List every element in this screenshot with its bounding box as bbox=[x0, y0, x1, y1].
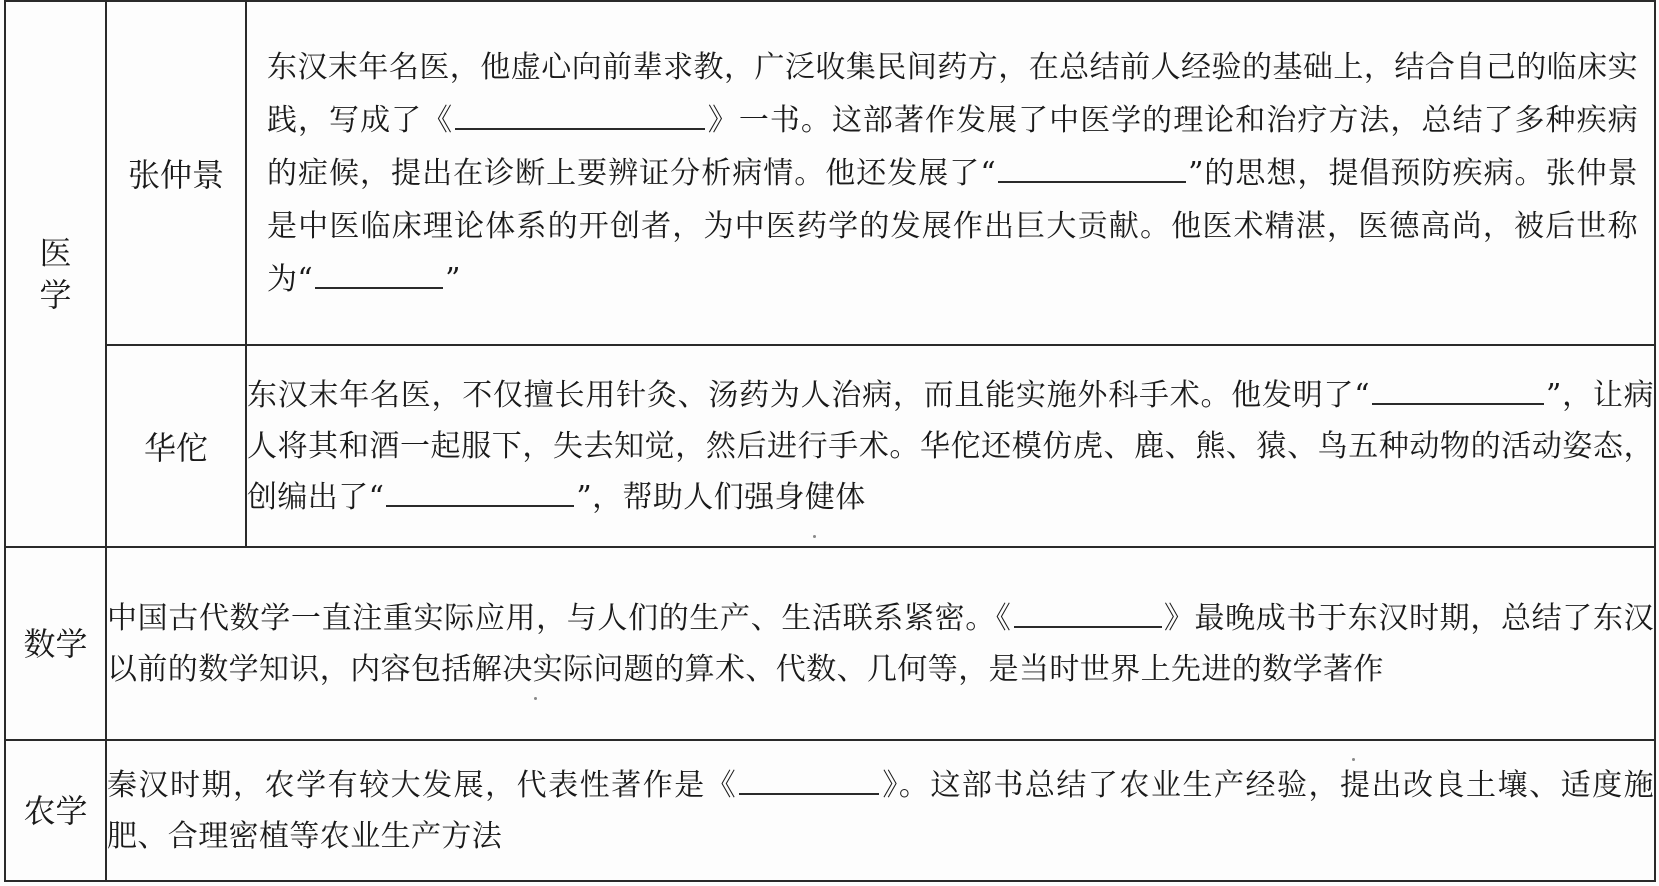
table-row bbox=[5, 345, 1655, 547]
description-cell-agriculture bbox=[106, 740, 1655, 881]
desc-text: 秦汉时期，农学有较大发展，代表性著作是《 bbox=[107, 767, 738, 803]
scan-speck bbox=[813, 535, 816, 538]
scan-speck bbox=[534, 697, 537, 700]
answer-blank[interactable] bbox=[1372, 373, 1544, 405]
desc-text: ” bbox=[445, 261, 461, 297]
description-cell-math bbox=[106, 547, 1655, 740]
desc-text: 》最晚成书于东汉时期，总结了东汉以前的数学知识，内容包括解决实际问题的算术、代数、几何等，是当时世界上先进的数学著作 bbox=[107, 600, 1654, 687]
table-row bbox=[5, 547, 1655, 740]
desc-text: 东汉末年名医，他虚心向前辈求教，广泛收集民间药方，在总结前人经验的基础上，结合自己的临床实践，写成了《 bbox=[267, 49, 1638, 138]
table-row bbox=[5, 740, 1655, 881]
answer-blank[interactable] bbox=[739, 763, 879, 795]
answer-blank[interactable] bbox=[315, 257, 443, 289]
person-name: 张仲景 bbox=[127, 156, 224, 195]
desc-text: ”，让病人将其和酒一起服下，失去知觉，然后进行手术。华佗还模仿虎、鹿、熊、猿、鸟五种动物的活动姿态，创编出了“ bbox=[247, 377, 1655, 515]
answer-blank[interactable] bbox=[386, 475, 574, 507]
subject-label: 农学 bbox=[23, 791, 88, 830]
history-table bbox=[4, 0, 1656, 882]
answer-blank[interactable] bbox=[455, 98, 705, 130]
person-cell-zhang bbox=[106, 1, 246, 345]
scan-speck bbox=[1352, 758, 1355, 761]
subject-cell-agriculture bbox=[5, 740, 106, 881]
desc-text: 中国古代数学一直注重实际应用，与人们的生产、生活联系紧密。《 bbox=[107, 600, 1012, 636]
desc-text: ”，帮助人们强身健体 bbox=[576, 479, 866, 515]
description-cell-zhang bbox=[246, 1, 1655, 345]
subject-cell-math bbox=[5, 547, 106, 740]
subject-cell-medicine bbox=[5, 1, 106, 547]
desc-text: ”的思想，提倡预防疾病。张仲景是中医临床理论体系的开创者，为中医药学的发展作出巨大贡献。他医术精湛，医德高尚，被后世称为“ bbox=[267, 155, 1638, 297]
description-cell-hua bbox=[246, 345, 1655, 547]
table-row bbox=[5, 1, 1655, 345]
desc-text: 》。这部书总结了农业生产经验，提出改良土壤、适度施肥、合理密植等农业生产方法 bbox=[107, 767, 1655, 854]
person-cell-hua bbox=[106, 345, 246, 547]
desc-text: 东汉末年名医，不仅擅长用针灸、汤药为人治病，而且能实施外科手术。他发明了“ bbox=[247, 377, 1370, 413]
person-name: 华佗 bbox=[143, 429, 208, 468]
answer-blank[interactable] bbox=[1014, 596, 1162, 628]
desc-text: 》一书。这部著作发展了中医学的理论和治疗方法，总结了多种疾病的症候，提出在诊断上要辨证分析病情。他还发展了“ bbox=[267, 102, 1638, 191]
subject-label: 数学 bbox=[23, 624, 88, 663]
subject-label: 医学 bbox=[39, 234, 72, 315]
answer-blank[interactable] bbox=[998, 151, 1186, 183]
